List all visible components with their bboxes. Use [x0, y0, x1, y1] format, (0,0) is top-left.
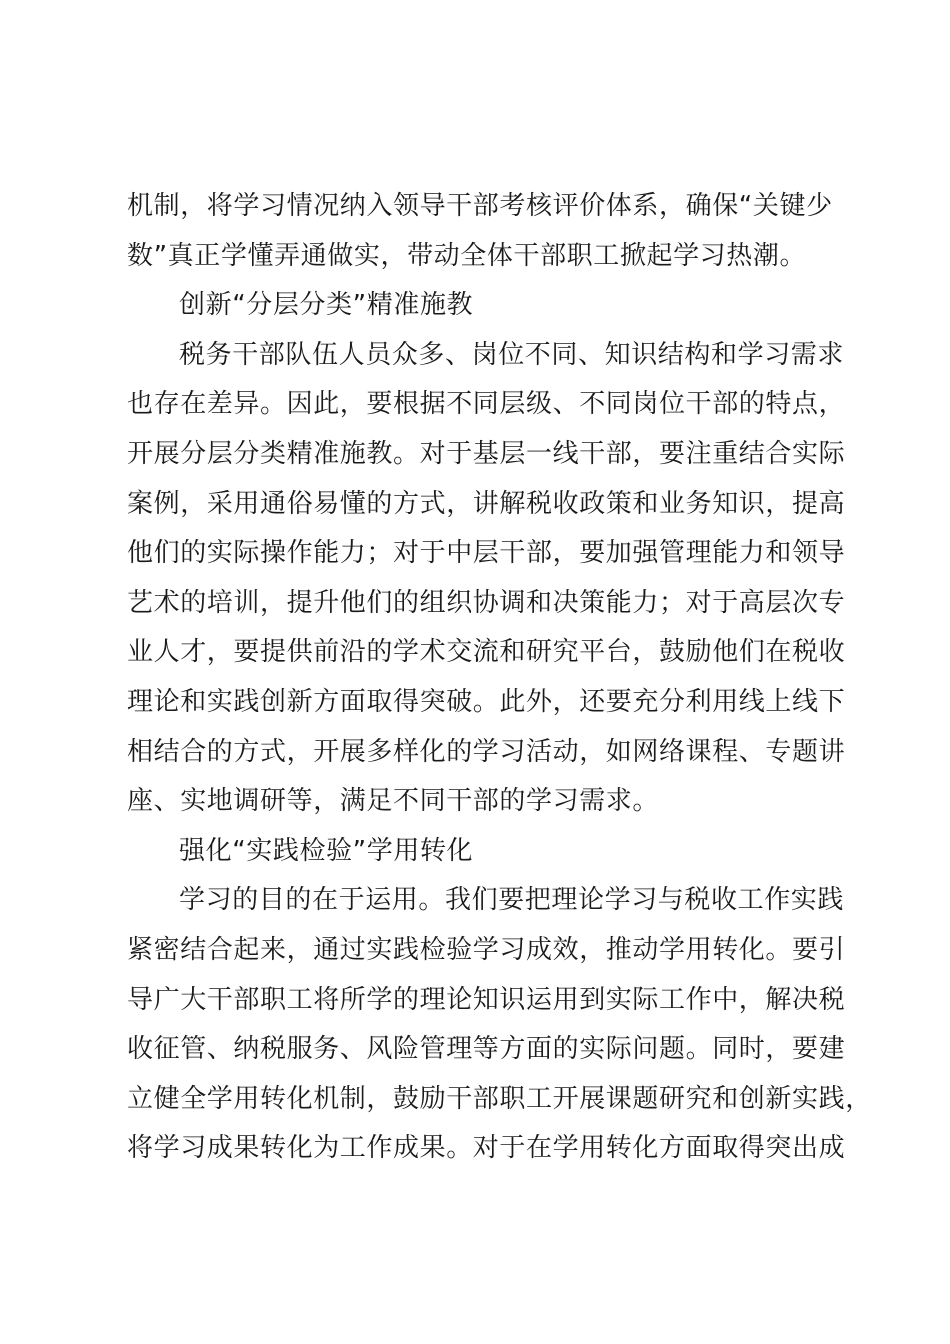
text-line: 也存在差异。因此，要根据不同层级、不同岗位干部的特点， — [127, 389, 846, 420]
text-line: 数”真正学懂弄通做实，带动全体干部职工掀起学习热潮。 — [127, 240, 807, 271]
text-line: 业人才，要提供前沿的学术交流和研究平台，鼓励他们在税收 — [127, 637, 846, 668]
text-line: 立健全学用转化机制，鼓励干部职工开展课题研究和创新实践， — [127, 1083, 872, 1114]
text-line: 将学习成果转化为工作成果。对于在学用转化方面取得突出成 — [127, 1133, 846, 1164]
text-line: 收征管、纳税服务、风险管理等方面的实际问题。同时，要建 — [127, 1034, 846, 1065]
text-line: 学习的目的在于运用。我们要把理论学习与税收工作实践 — [179, 885, 845, 916]
text-line: 机制，将学习情况纳入领导干部考核评价体系，确保“关键少 — [127, 191, 833, 221]
text-line: 他们的实际操作能力；对于中层干部，要加强管理能力和领导 — [127, 538, 846, 569]
section-heading: 创新“分层分类”精准施教 — [179, 290, 474, 321]
text-line: 导广大干部职工将所学的理论知识运用到实际工作中，解决税 — [127, 984, 846, 1015]
text-line: 座、实地调研等，满足不同干部的学习需求。 — [127, 786, 660, 817]
text-line: 艺术的培训，提升他们的组织协调和决策能力；对于高层次专 — [127, 587, 846, 618]
text-line: 税务干部队伍人员众多、岗位不同、知识结构和学习需求 — [179, 339, 845, 370]
body-text — [127, 182, 872, 1174]
text-line: 紧密结合起来，通过实践检验学习成效，推动学用转化。要引 — [127, 934, 846, 965]
text-line: 理论和实践创新方面取得突破。此外，还要充分利用线上线下 — [127, 686, 846, 717]
text-line: 相结合的方式，开展多样化的学习活动，如网络课程、专题讲 — [127, 736, 846, 767]
text-line: 开展分层分类精准施教。对于基层一线干部，要注重结合实际 — [127, 438, 846, 469]
text-line: 案例，采用通俗易懂的方式，讲解税收政策和业务知识，提高 — [127, 488, 846, 519]
section-heading: 强化“实践检验”学用转化 — [179, 835, 474, 866]
